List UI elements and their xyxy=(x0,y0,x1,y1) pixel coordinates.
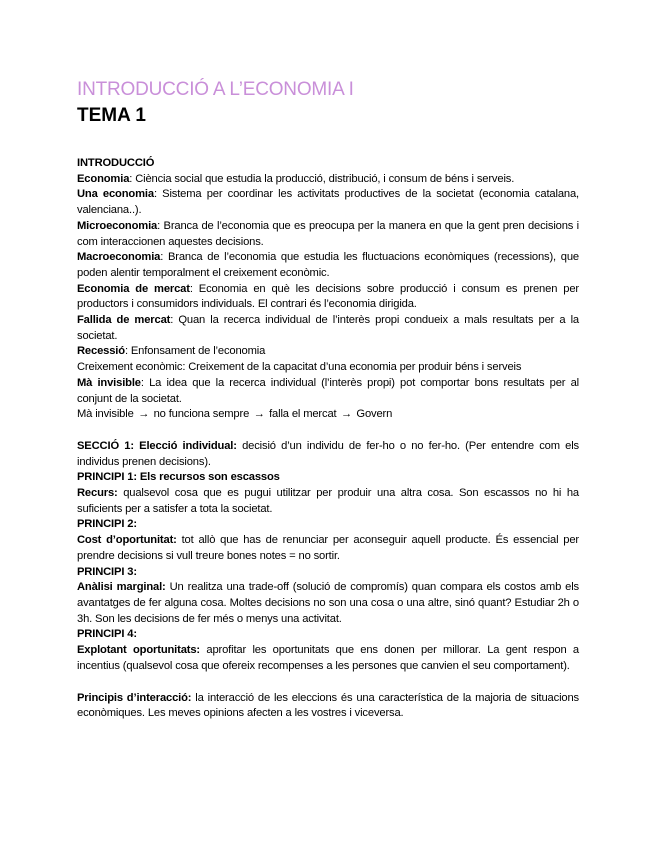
interaction-principles: Principis d’interacció: la interacció de les eleccions és una característica de la majoria de situacions econòmiques. Les meves opinions afecten a les vostres i viceversa. xyxy=(77,691,579,720)
definition-una-economia: Una economia: Sistema per coordinar les activitats productives de la societat (economia catalana, valenciana..). xyxy=(77,188,579,217)
invisible-hand-chain: Mà invisible → no funciona sempre → falla el mercat → Govern xyxy=(77,407,579,423)
arrow-right-icon: → xyxy=(138,408,150,421)
document-title: INTRODUCCIÓ A L’ECONOMIA I xyxy=(77,79,354,100)
arrow-right-icon: → xyxy=(253,408,265,421)
arrow-right-icon: → xyxy=(340,408,352,421)
definition-macroeconomia: Macroeconomia: Branca de l’economia que estudia les fluctuacions econòmiques (recessions), que poden alentir temporalment el creixement econòmic. xyxy=(77,251,579,279)
principle-2-text: Cost d’oportunitat: tot allò que has de renunciar per aconseguir aquell producte. És essencial per prendre decisions si vull treure bones notes = no sortir. xyxy=(77,534,579,562)
definition-economia: Economia: Ciència social que estudia la producció, distribució, i consum de béns i serveis. xyxy=(77,172,515,185)
principle-4-heading: PRINCIPI 4: xyxy=(77,628,137,641)
document-body xyxy=(77,156,579,722)
principle-2-heading: PRINCIPI 2: xyxy=(77,518,137,531)
principle-1-text: Recurs: qualsevol cosa que es pugui utilitzar per produir una altra cosa. Son escassos no hi ha suficients per a satisfer a tota la societat. xyxy=(77,487,579,515)
definition-recessio: Recessió: Enfonsament de l’economia xyxy=(77,345,266,358)
document-subtitle: TEMA 1 xyxy=(77,105,146,126)
definition-ma-invisible: Mà invisible: La idea que la recerca individual (l’interès propi) pot comportar bons resultats per al conjunt de la societat. xyxy=(77,376,579,405)
principle-4-text: Explotant oportunitats: aprofitar les oportunitats que ens donen per millorar. La gent respon a incentius (qualsevol cosa que ofereix recompenses a les persones que canvien el seu comportament). xyxy=(77,644,579,672)
definition-fallida-de-mercat: Fallida de mercat: Quan la recerca individual de l’interès propi condueix a mals resultats per a la societat. xyxy=(77,314,579,342)
principle-3-heading: PRINCIPI 3: xyxy=(77,565,137,578)
definition-economia-de-mercat: Economia de mercat: Economia en què les decisions sobre producció i consum es prenen per productors i consumidors individuals. El contrari és l’economia dirigida. xyxy=(77,282,579,311)
definition-microeconomia: Microeconomia: Branca de l’economia que es preocupa per la manera en que la gent pren decisions i com interaccionen aquestes decisions. xyxy=(77,219,579,248)
intro-heading: INTRODUCCIÓ xyxy=(77,157,155,169)
section1-heading: SECCIÓ 1: Elecció individual: decisió d’un individu de fer-ho o no fer-ho. (Per entendre com els individus prenen decisions). xyxy=(77,439,579,468)
document-page xyxy=(77,78,579,722)
principle-3-text: Anàlisi marginal: Un realitza una trade-off (solució de compromís) quan compara els costos amb els avantatges de fer alguna cosa. Moltes decisions no son una cosa o una altre, sinó quant? Estudiar 2h o 3h. Son les decisions de fer més o menys una activitat. xyxy=(77,581,579,625)
definition-creixement-economic: Creixement econòmic: Creixement de la capacitat d’una economia per produir béns i serveis xyxy=(77,361,522,374)
principle-1-heading: PRINCIPI 1: Els recursos son escassos xyxy=(77,471,280,484)
